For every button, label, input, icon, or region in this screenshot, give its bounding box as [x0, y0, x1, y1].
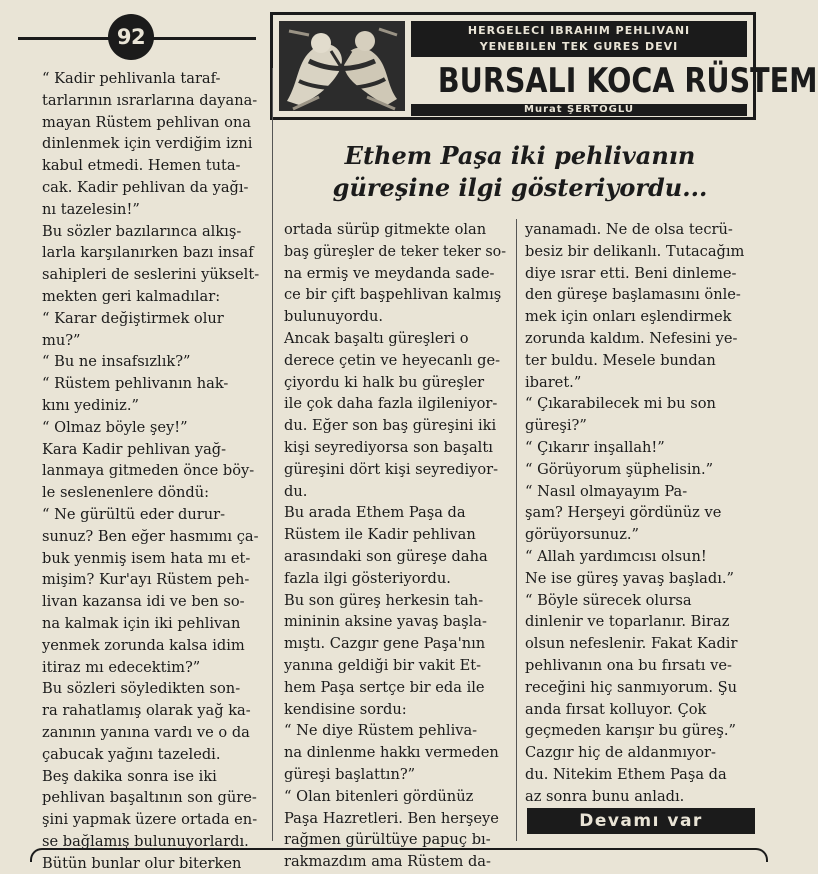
text-line: rakmazdım ama Rüstem da-	[284, 853, 491, 871]
text-line: çiyordu ki halk bu güreşler	[284, 373, 485, 391]
text-line: Bütün bunlar olur biterken	[42, 854, 242, 872]
text-line: “ Kadir pehlivanla taraf-	[42, 70, 221, 87]
text-line: ibaret.”	[525, 373, 582, 391]
text-line: şini yapmak üzere ortada en-	[42, 811, 258, 829]
text-line: ter buldu. Mesele bundan	[525, 351, 716, 369]
text-line: na dinlenme hakkı vermeden	[284, 744, 499, 762]
text-line: livan kazansa idi ve ben so-	[42, 593, 245, 611]
text-line: ce bir çift başpehlivan kalmış	[284, 286, 502, 304]
text-line: mişim? Kur'ayı Rüstem peh-	[42, 571, 250, 589]
text-line: se bağlamış bulunuyorlardı.	[42, 832, 249, 850]
continue-badge: Devamı var	[527, 808, 755, 834]
text-line: nı tazelesin!”	[42, 200, 140, 218]
text-line: du. Nitekim Ethem Paşa da	[525, 765, 727, 783]
text-line: itiraz mı edecektim?”	[42, 658, 201, 676]
header-kicker-line-1: HERGELECI IBRAHIM PEHLIVANI	[467, 24, 691, 37]
text-line: “ Nasıl olmayayım Pa-	[525, 482, 688, 500]
text-line: “ Bu ne insafsızlık?”	[42, 353, 191, 371]
page-number: 92	[108, 14, 154, 60]
header-kicker-line-2: YENEBILEN TEK GURES DEVI	[479, 40, 679, 53]
text-line: mayan Rüstem pehlivan ona	[42, 113, 251, 131]
text-line: den güreşe başlamasını önle-	[525, 286, 741, 304]
text-line: “ Olmaz böyle şey!”	[42, 418, 188, 436]
text-line: yanına geldiği bir vakit Et-	[284, 656, 482, 674]
text-line: ra rahatlamış olarak yağ ka-	[42, 702, 251, 720]
text-line: buk yenmiş isem hata mı et-	[42, 549, 251, 567]
text-line: az sonra bunu anladı.	[525, 787, 685, 805]
text-line: dinlenmek için verdiğim izni	[42, 135, 253, 153]
text-line: tarlarının ısrarlarına dayana-	[42, 91, 258, 109]
text-line: pehlivanın ona bu fırsatı ve-	[525, 656, 732, 674]
text-line: Bu son güreş herkesin tah-	[284, 591, 484, 609]
text-column-3	[525, 219, 755, 808]
text-line: ile çok daha fazla ilgileniyor-	[284, 395, 498, 413]
text-line: yenmek zorunda kalsa idim	[42, 636, 245, 654]
text-line: le seslenenlere döndü:	[42, 484, 210, 502]
text-line: sahipleri de seslerini yükselt-	[42, 266, 260, 284]
text-line: Ne ise güreş yavaş başladı.”	[525, 569, 734, 587]
wrestlers-illustration-icon	[279, 21, 405, 111]
text-line: du. Eğer son baş güreşini iki	[284, 417, 497, 435]
text-line: geçmeden karışır bu güreş.”	[525, 722, 736, 740]
text-line: zorunda kaldım. Nefesini ye-	[525, 329, 738, 347]
text-line: mıştı. Cazgır gene Paşa'nın	[284, 635, 486, 653]
text-line: kişi seyrediyorsa son başaltı	[284, 438, 493, 456]
author-byline: Murat ŞERTOGLU	[411, 104, 747, 116]
article-header	[270, 12, 818, 120]
text-line: na kalmak için iki pehlivan	[42, 614, 241, 632]
text-line: kendisine sordu:	[284, 700, 407, 718]
text-line: na ermiş ve meydanda sade-	[284, 264, 495, 282]
text-line: “ Böyle sürecek olursa	[525, 591, 692, 609]
text-line: “ Görüyorum şüphelisin.”	[525, 460, 714, 478]
text-line: dinlenir ve toparlanır. Biraz	[525, 613, 730, 631]
page-number-rule-left	[18, 37, 110, 40]
text-line: zanının yanına vardı ve o da	[42, 723, 250, 741]
text-line: görüyorsunuz.”	[525, 526, 639, 544]
subtitle-line-1: Ethem Paşa iki pehlivanın	[344, 141, 696, 170]
header-kicker	[411, 21, 747, 57]
text-line: mu?”	[42, 331, 81, 349]
wrestlers-illustration	[279, 21, 405, 111]
text-line: Bu sözleri söyledikten son-	[42, 680, 241, 698]
text-line: kını yediniz.”	[42, 396, 139, 414]
text-line: Rüstem ile Kadir pehlivan	[284, 526, 476, 544]
text-line: “ Karar değiştirmek olur	[42, 309, 224, 327]
text-line: larla karşılanırken bazı insaf	[42, 244, 254, 262]
text-line: rağmen gürültüye papuç bı-	[284, 831, 491, 849]
text-line: kabul etmedi. Hemen tuta-	[42, 157, 241, 175]
text-line: anda fırsat kolluyor. Çok	[525, 700, 707, 718]
text-column-2	[284, 219, 506, 873]
text-line: “ Çıkarır inşallah!”	[525, 438, 665, 456]
text-line: du.	[284, 482, 308, 500]
text-line: şam? Herşeyi gördünüz ve	[525, 504, 722, 522]
text-line: Cazgır hiç de aldanmıyor-	[525, 744, 716, 762]
text-line: sunuz? Ben eğer hasmımı ça-	[42, 527, 259, 545]
text-line: güreşi?”	[525, 417, 587, 435]
text-line: güreşini dört kişi seyrediyor-	[284, 460, 499, 478]
text-line: Bu sözler bazılarınca alkış-	[42, 222, 242, 240]
text-line: bulunuyordu.	[284, 308, 383, 326]
text-line: Beş dakika sonra ise iki	[42, 767, 217, 785]
text-line: “ Allah yardımcısı olsun!	[525, 547, 707, 565]
text-line: “ Olan bitenleri gördünüz	[284, 787, 474, 805]
text-line: “ Çıkarabilecek mi bu son	[525, 395, 716, 413]
text-line: olsun nefeslenir. Fakat Kadir	[525, 635, 738, 653]
text-line: “ Ne gürültü eder durur-	[42, 505, 226, 523]
text-line: mininin aksine yavaş başla-	[284, 613, 487, 631]
text-line: arasındaki son güreşe daha	[284, 547, 488, 565]
text-line: pehlivan başaltının son güre-	[42, 789, 257, 807]
text-line: diye ısrar etti. Beni dinleme-	[525, 264, 737, 282]
subtitle-line-2: güreşine ilgi gösteriyordu...	[332, 173, 708, 202]
text-line: Kara Kadir pehlivan yağ-	[42, 440, 227, 458]
text-line: güreşi başlattın?”	[284, 765, 416, 783]
text-line: receğini hiç sanmıyorum. Şu	[525, 678, 738, 696]
column-divider-1	[272, 68, 273, 841]
next-article-frame	[30, 848, 768, 862]
page-number-rule-right	[152, 37, 256, 40]
article-subtitle	[300, 140, 740, 204]
text-line: Paşa Hazretleri. Ben herşeye	[284, 809, 499, 827]
text-line: mekten geri kalmadılar:	[42, 287, 221, 305]
text-line: cak. Kadir pehlivan da yağı-	[42, 178, 249, 196]
text-line: baş güreşler de teker teker so-	[284, 242, 507, 260]
text-line: fazla ilgi gösteriyordu.	[284, 569, 451, 587]
text-line: Bu arada Ethem Paşa da	[284, 504, 466, 522]
text-line: çabucak yağını tazeledi.	[42, 745, 221, 763]
text-column-1	[42, 68, 264, 874]
text-line: Ancak başaltı güreşleri o	[284, 329, 469, 347]
text-line: mek için onları eşlendirmek	[525, 308, 732, 326]
text-line: besiz bir delikanlı. Tutacağım	[525, 242, 745, 260]
column-divider-2	[516, 219, 517, 841]
text-line: yanamadı. Ne de olsa tecrü-	[525, 221, 733, 238]
text-line: ortada sürüp gitmekte olan	[284, 221, 487, 238]
text-line: derece çetin ve heyecanlı ge-	[284, 351, 501, 369]
text-line: “ Rüstem pehlivanın hak-	[42, 375, 229, 393]
text-line: “ Ne diye Rüstem pehliva-	[284, 722, 478, 740]
article-title: BURSALI KOCA RÜSTEM	[437, 61, 818, 101]
text-line: hem Paşa sertçe bir eda ile	[284, 678, 485, 696]
text-line: lanmaya gitmeden önce böy-	[42, 462, 255, 480]
